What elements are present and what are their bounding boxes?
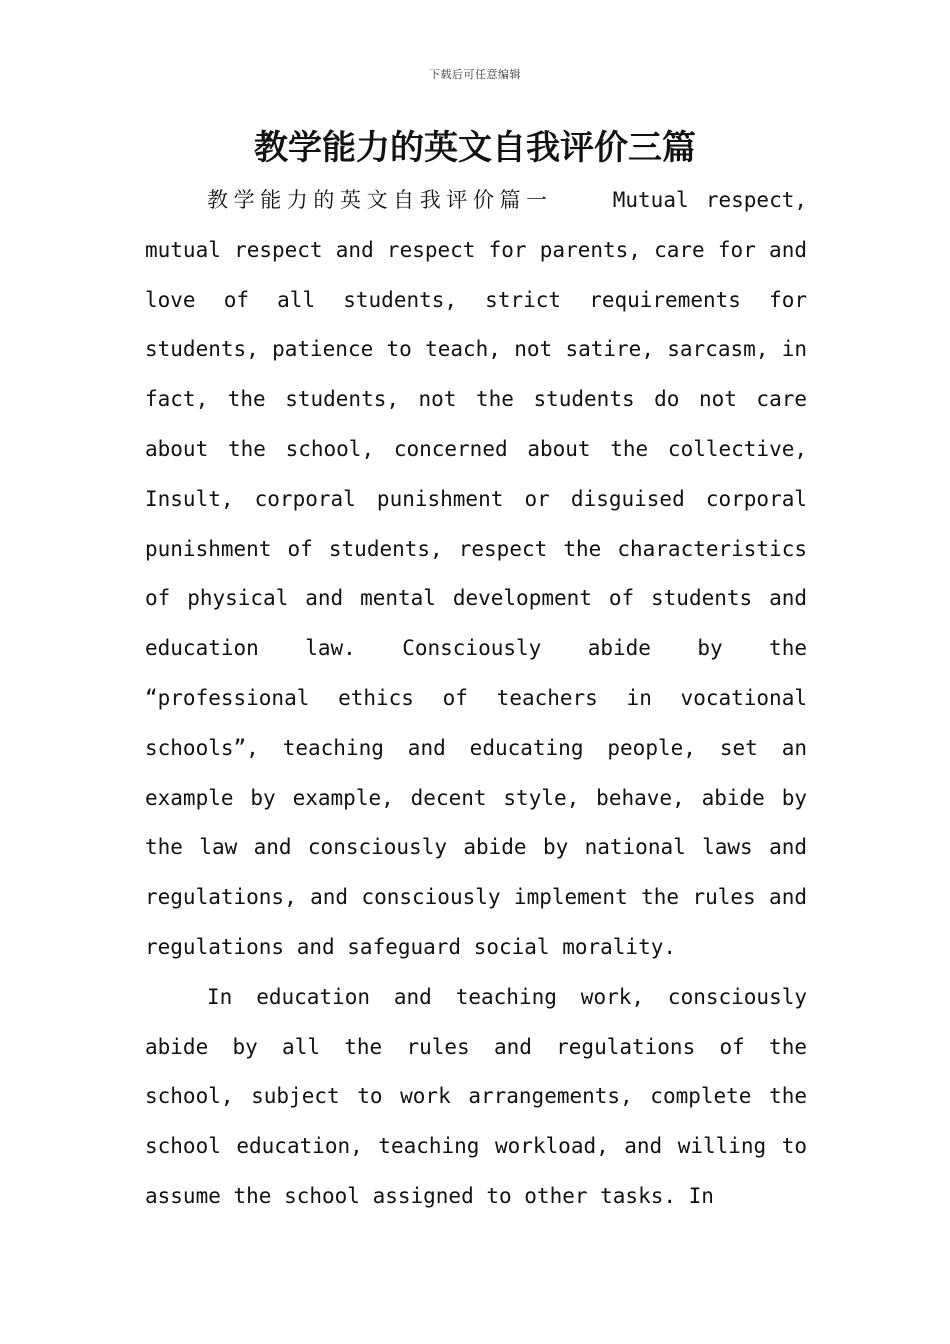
section-heading-inline: 教学能力的英文自我评价篇一 xyxy=(207,188,553,212)
paragraph-2 xyxy=(145,973,807,1222)
document-title: 教学能力的英文自我评价三篇 xyxy=(254,128,696,168)
document-body xyxy=(145,176,807,1222)
paragraph-text: Mutual respect, mutual respect and respect for parents, care for and love of all students, strict requirements for students, patience to teach, not satire, sarcasm, in fact, the students, not the students do not care about the school, concerned about the collective, Insult, corporal punishment or disguised corporal punishment of students, respect the characteristics of physical and mental development of students and education law. Consciously abide by the “professional ethics of teachers in vocational schools”, teaching and educating people, set an example by example, decent style, behave, abide by the law and consciously abide by national laws and regulations, and consciously implement the rules and regulations and safeguard social morality. xyxy=(145,188,807,959)
header-note: 下载后可任意编辑 xyxy=(429,68,521,81)
paragraph-text: In education and teaching work, consciously abide by all the rules and regulations of the school, subject to work arrangements, complete the school education, teaching workload, and willing to assume the school assigned to other tasks. In xyxy=(145,984,807,1208)
paragraph-1 xyxy=(145,176,807,973)
